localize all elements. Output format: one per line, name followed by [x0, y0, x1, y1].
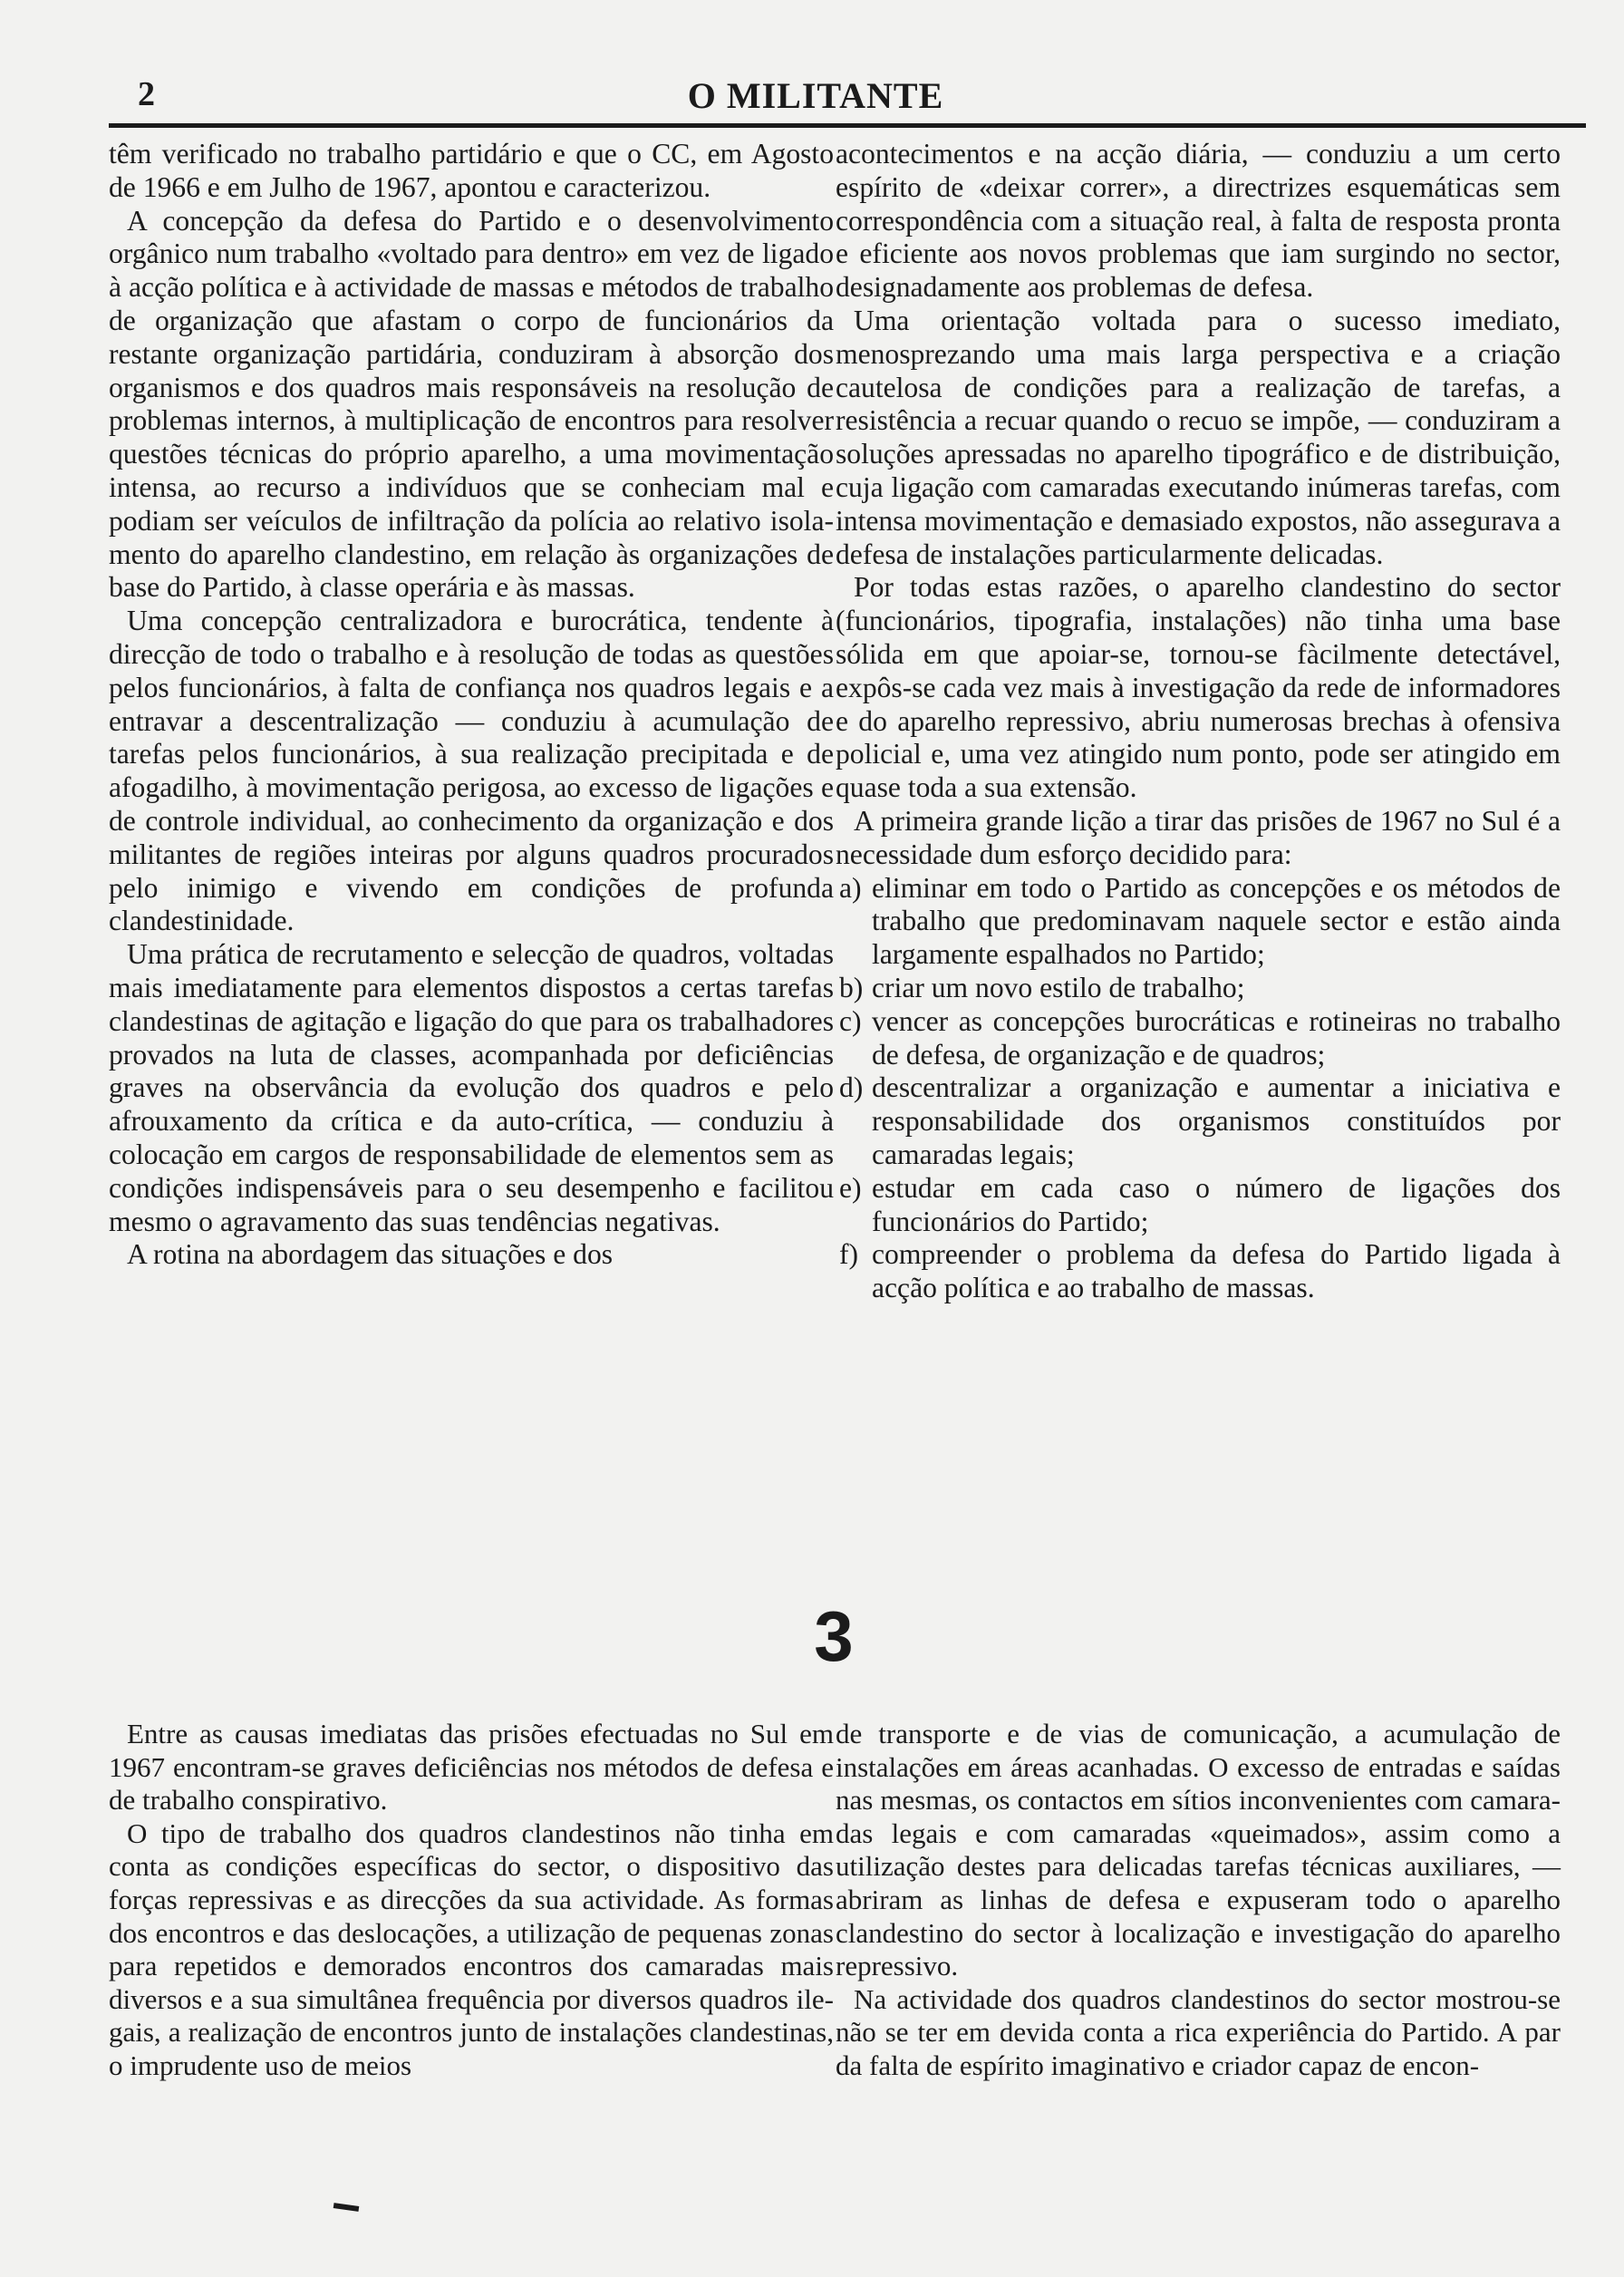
- bottom-left-column: [109, 1718, 834, 2083]
- ink-speck: [334, 2203, 360, 2212]
- paragraph: A primeira grande lição a tirar das prisões de 1967 no Sul é a necessidade dum esforço decidido para:: [836, 804, 1561, 870]
- list-marker: e): [839, 1171, 862, 1204]
- list-item: [836, 872, 1561, 972]
- bottom-right-column: [836, 1718, 1561, 2083]
- list-marker: d): [839, 1071, 864, 1104]
- top-left-column: [109, 138, 834, 1272]
- list-item-text: eliminar em todo o Partido as concepções e os métodos de trabalho que predominavam naquele sector e estão ainda largamente espalhados no Partido;: [872, 871, 1561, 971]
- page-number: 2: [138, 75, 155, 113]
- paragraph: Entre as causas imediatas das prisões efectuadas no Sul em 1967 encontram-se graves deficiências nos métodos de defesa e de trabalho conspirativo.: [109, 1718, 834, 1817]
- section-number: 3: [814, 1596, 854, 1676]
- list-item: [836, 1172, 1561, 1239]
- paragraph: A concepção da defesa do Partido e o desenvolvimento orgânico num trabalho «voltado para dentro» em vez de ligado à acção política e à actividade de massas e métodos de trabalho de organização que afastam o corpo de funcionários da restante organização partidária, conduziram à absorção dos organismos e dos quadros mais responsáveis na resolução de problemas internos, à multiplicação de encontros para resolver questões técnicas do próprio aparelho, a uma movimentação intensa, ao recurso a indivíduos que se conheciam mal e podiam ser veículos de infiltração da polícia ao relativo isolamento do aparelho clandestino, em relação às organizações de base do Partido, à classe operária e às massas.: [109, 204, 834, 604]
- running-title: O MILITANTE: [687, 75, 944, 116]
- paragraph: de transporte e de vias de comunicação, a acumulação de instalações em áreas acanhadas. O excesso de entradas e saídas nas mesmas, os contactos em sítios inconvenientes com camaradas legais e com camaradas «queimados», assim como a utilização destes para delicadas tarefas técnicas auxiliares, — abriram as linhas de defesa e expuseram todo o aparelho clandestino do sector à localização e investigação do aparelho repressivo.: [836, 1718, 1561, 1982]
- list-item-text: estudar em cada caso o número de ligações dos funcionários do Partido;: [872, 1171, 1561, 1237]
- list-marker: f): [839, 1238, 859, 1271]
- paragraph: O tipo de trabalho dos quadros clandestinos não tinha em conta as condições específicas do sector, o dispositivo das forças repressivas e as direcções da sua actividade. As formas dos encontros e das deslocações, a utilização de pequenas zonas para repetidos e demorados encontros dos camaradas mais diversos e a sua simultânea frequência por diversos quadros ilegais, a realização de encontros junto de instalações clandestinas, o imprudente uso de meios: [109, 1817, 834, 2081]
- list-item-text: criar um novo estilo de trabalho;: [872, 971, 1245, 1003]
- list-item-text: descentralizar a organização e aumentar a iniciativa e responsabilidade dos organismos constituídos por camaradas legais;: [872, 1071, 1561, 1170]
- paragraph: Por todas estas razões, o aparelho clandestino do sector (funcionários, tipografia, instalações) não tinha uma base sólida em que apoiar-se, tornou-se fàcilmente detectável, expôs-se cada vez mais à investigação da rede de informadores e do aparelho repressivo, abriu numerosas brechas à ofensiva policial e, uma vez atingido num ponto, pode ser atingido em quase toda a sua extensão.: [836, 571, 1561, 804]
- paragraph: Uma orientação voltada para o sucesso imediato, menosprezando uma mais larga perspectiva e a criação cautelosa de condições para a realização de tarefas, a resistência a recuar quando o recuo se impõe, — conduziram a soluções apressadas no aparelho tipográfico e de distribuição, cuja ligação com camaradas executando inúmeras tarefas, com intensa movimentação e demasiado expostos, não assegurava a defesa de instalações particularmente delicadas.: [836, 304, 1561, 570]
- paragraph: Na actividade dos quadros clandestinos do sector mostrou-se não se ter em devida conta a rica experiência do Partido. A par da falta de espírito imaginativo e criador capaz de encon-: [836, 1982, 1561, 2081]
- paragraph: têm verificado no trabalho partidário e que o CC, em Agosto de 1966 e em Julho de 1967, apontou e caracterizou.: [109, 138, 834, 203]
- header-rule: [109, 123, 1586, 128]
- list-item: [836, 972, 1561, 1005]
- top-right-column: [836, 138, 1561, 1305]
- list-item-text: compreender o problema da defesa do Partido ligada à acção política e ao trabalho de massas.: [872, 1238, 1561, 1304]
- list-marker: a): [839, 871, 862, 904]
- list-marker: c): [839, 1004, 862, 1037]
- list-item: [836, 1238, 1561, 1305]
- list-item-text: vencer as concepções burocráticas e rotineiras no trabalho de defesa, de organização e de quadros;: [872, 1004, 1561, 1071]
- list-marker: b): [839, 971, 864, 1003]
- paragraph: A rotina na abordagem das situações e dos: [127, 1238, 614, 1271]
- paragraph: Uma concepção centralizadora e burocrática, tendente à direcção de todo o trabalho e à resolução de todas as questões pelos funcionários, à falta de confiança nos quadros legais e a entravar a descentralização — conduziu à acumulação de tarefas pelos funcionários, à sua realização precipitada e de afogadilho, à movimentação perigosa, ao excesso de ligações e de controle individual, ao conhecimento da organização e dos militantes de regiões inteiras por alguns quadros procurados pelo inimigo e vivendo em condições de profunda clandestinidade.: [109, 605, 834, 937]
- list-item: [836, 1005, 1561, 1072]
- paragraph: acontecimentos e na acção diária, — conduziu a um certo espírito de «deixar correr», a directrizes esquemáticas sem correspondência com a situação real, à falta de resposta pronta e eficiente aos novos problemas que iam surgindo no sector, designadamente aos problemas de defesa.: [836, 138, 1561, 304]
- list-item: [836, 1071, 1561, 1171]
- paragraph: Uma prática de recrutamento e selecção de quadros, voltadas mais imediatamente para elementos dispostos a certas tarefas clandestinas de agitação e ligação do que para os trabalhadores provados na luta de classes, acompanhada por deficiências graves na observância da evolução dos quadros e pelo afrouxamento da crítica e da auto-crítica, — conduziu à colocação em cargos de responsabilidade de elementos sem as condições indispensáveis para o seu desempenho e facilitou mesmo o agravamento das suas tendências negativas.: [109, 938, 834, 1237]
- lessons-list: [836, 872, 1561, 1305]
